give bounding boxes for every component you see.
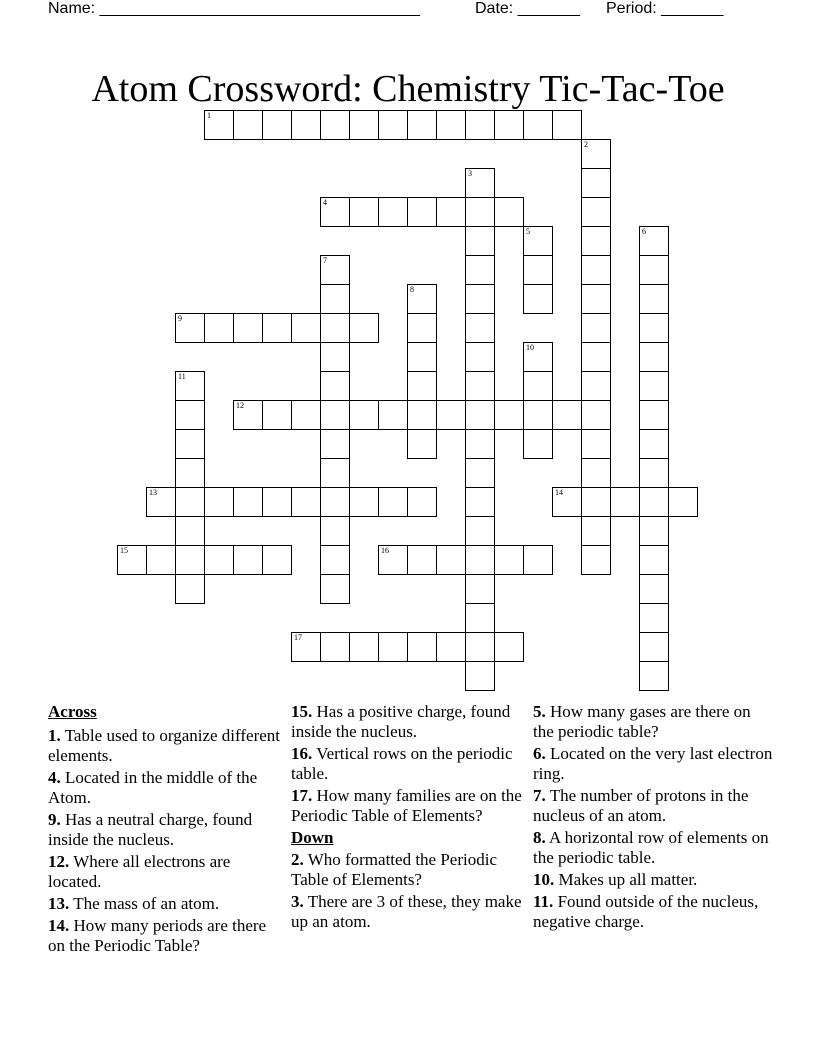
crossword-cell[interactable] [581,429,611,459]
crossword-cell[interactable] [639,226,669,256]
crossword-cell[interactable] [175,574,205,604]
across-clue-list-2 [291,702,527,826]
crossword-cell[interactable] [407,197,437,227]
crossword-cell[interactable] [320,545,350,575]
crossword-cell[interactable] [320,574,350,604]
crossword-cell[interactable] [291,110,321,140]
crossword-cell[interactable] [320,284,350,314]
clue-number-label: 7. [533,786,546,805]
crossword-cell[interactable] [465,545,495,575]
crossword-cell[interactable] [436,197,466,227]
clue-number: 13 [149,488,157,497]
clue-number-label: 8. [533,828,546,847]
crossword-cell[interactable] [581,255,611,285]
clue-item [291,892,527,932]
crossword-cell[interactable] [523,284,553,314]
crossword-cell[interactable] [262,487,292,517]
clue-text: Vertical rows on the periodic table. [291,744,513,783]
clue-number: 2 [584,140,588,149]
crossword-cell[interactable] [291,313,321,343]
crossword-cell[interactable] [407,487,437,517]
clue-item [533,828,773,868]
clue-number: 16 [381,546,389,555]
crossword-cell[interactable] [175,429,205,459]
down-heading: Down [291,828,334,847]
crossword-cell[interactable] [175,400,205,430]
crossword-cell[interactable] [639,661,669,691]
clue-item [533,702,773,742]
crossword-cell[interactable] [581,197,611,227]
clue-text: Table used to organize different elements. [48,726,281,765]
crossword-cell[interactable] [233,487,263,517]
clue-item [48,726,284,766]
crossword-cell[interactable] [175,313,205,343]
crossword-cell[interactable] [552,400,582,430]
crossword-cell[interactable] [465,632,495,662]
crossword-cell[interactable] [523,110,553,140]
clue-number-label: 16. [291,744,313,763]
crossword-cell[interactable] [581,516,611,546]
crossword-cell[interactable] [204,487,234,517]
crossword-cell[interactable] [523,255,553,285]
crossword-cell[interactable] [552,110,582,140]
crossword-cell[interactable] [639,342,669,372]
crossword-cell[interactable] [523,400,553,430]
crossword-cell[interactable] [320,632,350,662]
crossword-cell[interactable] [175,516,205,546]
crossword-cell[interactable] [610,487,640,517]
crossword-cell[interactable] [175,487,205,517]
crossword-cell[interactable] [378,197,408,227]
crossword-cell[interactable] [378,487,408,517]
clue-number: 10 [526,343,534,352]
crossword-cell[interactable] [581,168,611,198]
down-clue-list-2 [533,702,773,932]
crossword-cell[interactable] [581,487,611,517]
crossword-cell[interactable] [465,313,495,343]
crossword-cell[interactable] [552,487,582,517]
down-clue-list-1 [291,850,527,932]
clue-number: 9 [178,314,182,323]
clue-number: 11 [178,372,186,381]
clue-number-label: 13. [48,894,70,913]
crossword-cell[interactable] [349,313,379,343]
clue-item [291,850,527,890]
crossword-cell[interactable] [436,110,466,140]
across-heading: Across [48,702,97,721]
clue-text: Where all electrons are located. [48,852,231,891]
crossword-cell[interactable] [581,545,611,575]
crossword-cell[interactable] [204,313,234,343]
clue-text: The number of protons in the nucleus of an atom. [533,786,749,825]
crossword-cell[interactable] [349,487,379,517]
clue-number-label: 11. [533,892,554,911]
clue-number: 3 [468,169,472,178]
clue-text: Found outside of the nucleus, negative charge. [533,892,759,931]
crossword-cell[interactable] [407,632,437,662]
crossword-cell[interactable] [494,400,524,430]
crossword-cell[interactable] [523,545,553,575]
crossword-cell[interactable] [378,545,408,575]
crossword-cell[interactable] [320,197,350,227]
crossword-cell[interactable] [465,516,495,546]
crossword-cell[interactable] [639,632,669,662]
crossword-cell[interactable] [407,110,437,140]
clue-number-label: 3. [291,892,304,911]
crossword-cell[interactable] [465,400,495,430]
crossword-cell[interactable] [523,226,553,256]
clue-item [48,894,284,914]
crossword-cell[interactable] [407,342,437,372]
clue-item [48,916,284,956]
crossword-cell[interactable] [581,458,611,488]
crossword-cell[interactable] [378,110,408,140]
crossword-cell[interactable] [233,110,263,140]
crossword-cell[interactable] [407,429,437,459]
clue-number: 4 [323,198,327,207]
crossword-cell[interactable] [494,197,524,227]
clue-number: 5 [526,227,530,236]
crossword-cell[interactable] [465,429,495,459]
crossword-cell[interactable] [436,632,466,662]
crossword-cell[interactable] [465,110,495,140]
clue-number: 17 [294,633,302,642]
crossword-cell[interactable] [639,545,669,575]
crossword-cell[interactable] [465,255,495,285]
crossword-cell[interactable] [320,400,350,430]
crossword-cell[interactable] [668,487,698,517]
clue-number-label: 12. [48,852,70,871]
crossword-cell[interactable] [465,661,495,691]
crossword-cell[interactable] [233,313,263,343]
crossword-cell[interactable] [146,487,176,517]
crossword-cell[interactable] [378,632,408,662]
clue-item [48,768,284,808]
crossword-cell[interactable] [349,197,379,227]
date-field[interactable]: Date: _______ [475,0,580,17]
clue-text: Has a neutral charge, found inside the nucleus. [48,810,253,849]
crossword-cell[interactable] [581,226,611,256]
clue-number-label: 5. [533,702,546,721]
crossword-cell[interactable] [465,603,495,633]
crossword-cell[interactable] [233,545,263,575]
crossword-cell[interactable] [581,371,611,401]
crossword-cell[interactable] [320,342,350,372]
crossword-cell[interactable] [465,168,495,198]
crossword-cell[interactable] [320,371,350,401]
clue-text: A horizontal row of elements on the periodic table. [533,828,769,867]
crossword-cell[interactable] [639,429,669,459]
clue-text: Who formatted the Periodic Table of Elements? [291,850,497,889]
clue-text: Makes up all matter. [554,870,698,889]
clue-text: There are 3 of these, they make up an atom. [291,892,522,931]
clue-number-label: 1. [48,726,61,745]
clue-number-label: 14. [48,916,70,935]
clue-item [533,892,773,932]
clue-item [291,702,527,742]
clue-number-label: 4. [48,768,61,787]
crossword-cell[interactable] [233,400,263,430]
clue-number-label: 6. [533,744,546,763]
crossword-cell[interactable] [349,110,379,140]
crossword-cell[interactable] [262,545,292,575]
clue-item [291,744,527,784]
clues-column-3 [533,702,773,934]
clue-text: The mass of an atom. [69,894,220,913]
crossword-cell[interactable] [639,516,669,546]
crossword-cell[interactable] [436,545,466,575]
clue-number-label: 15. [291,702,313,721]
clue-text: Located in the middle of the Atom. [48,768,258,807]
clue-item [533,786,773,826]
crossword-cell[interactable] [349,632,379,662]
crossword-cell[interactable] [639,284,669,314]
clue-number: 7 [323,256,327,265]
crossword-cell[interactable] [262,110,292,140]
clues-column-2 [291,702,527,934]
crossword-cell[interactable] [146,545,176,575]
crossword-cell[interactable] [465,342,495,372]
clue-text: How many periods are there on the Periodic Table? [48,916,267,955]
clue-number: 8 [410,285,414,294]
crossword-cell[interactable] [291,400,321,430]
crossword-cell[interactable] [639,400,669,430]
crossword-cell[interactable] [523,342,553,372]
crossword-cell[interactable] [407,545,437,575]
clue-number: 1 [207,111,211,120]
clue-item [533,744,773,784]
period-field[interactable]: Period: _______ [606,0,724,17]
crossword-cell[interactable] [436,400,466,430]
crossword-cell[interactable] [639,313,669,343]
crossword-cell[interactable] [407,313,437,343]
crossword-cell[interactable] [639,371,669,401]
across-clue-list-1 [48,726,284,956]
crossword-cell[interactable] [320,429,350,459]
clue-item [48,852,284,892]
crossword-cell[interactable] [320,313,350,343]
crossword-cell[interactable] [407,284,437,314]
crossword-cell[interactable] [320,487,350,517]
clue-number: 12 [236,401,244,410]
clue-number-label: 2. [291,850,304,869]
crossword-cell[interactable] [291,632,321,662]
crossword-cell[interactable] [581,284,611,314]
crossword-cell[interactable] [494,545,524,575]
crossword-cell[interactable] [639,255,669,285]
crossword-cell[interactable] [407,400,437,430]
clue-number: 6 [642,227,646,236]
crossword-cell[interactable] [378,400,408,430]
crossword-cell[interactable] [523,371,553,401]
clue-text: Has a positive charge, found inside the nucleus. [291,702,511,741]
crossword-cell[interactable] [581,342,611,372]
clue-text: Located on the very last electron ring. [533,744,773,783]
crossword-cell[interactable] [204,545,234,575]
crossword-cell[interactable] [494,110,524,140]
crossword-cell[interactable] [494,632,524,662]
clues-column-1 [48,702,284,958]
crossword-cell[interactable] [407,371,437,401]
crossword-cell[interactable] [581,139,611,169]
crossword-cell[interactable] [117,545,147,575]
crossword-cell[interactable] [465,371,495,401]
crossword-cell[interactable] [204,110,234,140]
crossword-cell[interactable] [320,516,350,546]
crossword-cell[interactable] [581,400,611,430]
clue-number-label: 10. [533,870,555,889]
crossword-cell[interactable] [175,371,205,401]
crossword-cell[interactable] [465,458,495,488]
crossword-cell[interactable] [639,487,669,517]
clue-item [533,870,773,890]
crossword-cell[interactable] [465,284,495,314]
clue-number: 15 [120,546,128,555]
crossword-cell[interactable] [349,400,379,430]
crossword-cell[interactable] [320,255,350,285]
crossword-cell[interactable] [175,545,205,575]
crossword-cell[interactable] [523,429,553,459]
crossword-cell[interactable] [320,110,350,140]
clue-number-label: 9. [48,810,61,829]
clue-number-label: 17. [291,786,313,805]
crossword-cell[interactable] [465,574,495,604]
crossword-cell[interactable] [639,574,669,604]
crossword-cell[interactable] [639,603,669,633]
crossword-cell[interactable] [581,313,611,343]
crossword-cell[interactable] [465,226,495,256]
clue-text: How many families are on the Periodic Table of Elements? [291,786,522,825]
crossword-cell[interactable] [175,458,205,488]
crossword-cell[interactable] [291,487,321,517]
crossword-cell[interactable] [320,458,350,488]
crossword-cell[interactable] [262,400,292,430]
crossword-cell[interactable] [465,487,495,517]
clue-text: How many gases are there on the periodic table? [533,702,751,741]
clue-number: 14 [555,488,563,497]
crossword-cell[interactable] [465,197,495,227]
name-field[interactable]: Name: ____________________________________ [48,0,420,17]
crossword-cell[interactable] [639,458,669,488]
clue-item [48,810,284,850]
crossword-cell[interactable] [262,313,292,343]
page-title: Atom Crossword: Chemistry Tic-Tac-Toe [91,68,725,111]
clue-item [291,786,527,826]
